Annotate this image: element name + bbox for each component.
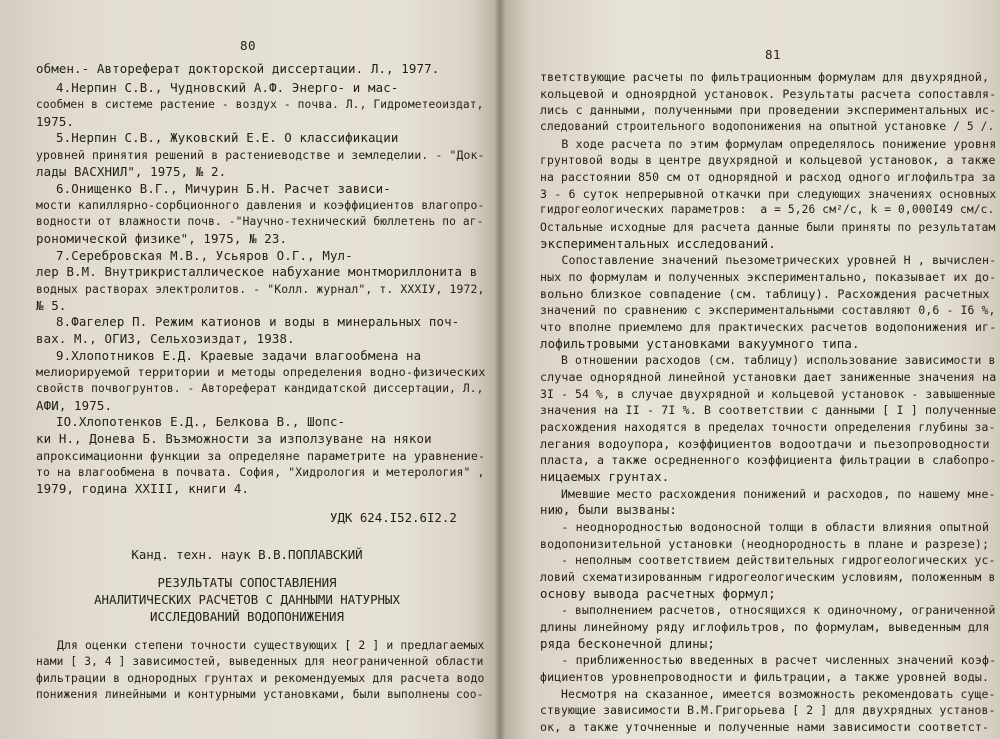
- reference-line: 4.Нерпин С.В., Чудновский А.Ф. Энерго- и мас-: [56, 80, 399, 95]
- reference-line: мелиорируемой территории и методы определения водно-физических: [36, 365, 486, 379]
- body-line: вольно близкое совпадение (см. таблицу). Расхождения расчетных: [540, 287, 990, 301]
- body-line: - приближенностью введенных в расчет численных значений коэф-: [540, 653, 997, 667]
- body-line: лись с данными, полученными при проведении экспериментальных ис-: [540, 103, 997, 117]
- body-line: длины линейному ряду иглофильтров, по формулам, выведенным для: [540, 620, 990, 634]
- reference-line: IO.Хлопотенков Е.Д., Белкова В., Шопс-: [56, 414, 346, 429]
- right-page: [506, 0, 1000, 739]
- body-line: 3 - 6 суток непрерывной откачки при следующих значениях основных: [540, 187, 997, 201]
- body-line: расхождения находятся в пределах точности определения глубины за-: [540, 420, 996, 434]
- reference-line: мости капиллярно-сорбционного давления и коэффициентов влагопро-: [36, 198, 485, 212]
- body-line: гидрогеологических параметров: a = 5,26 см²/с, k = 0,000I49 см/с.: [540, 203, 995, 216]
- body-line: на расстоянии 850 см от однорядной и расход одного иглофильтра за: [540, 170, 996, 184]
- body-line: Имевшие место расхождения понижений и расходов, по нашему мне-: [540, 487, 996, 501]
- body-line: кольцевой и одноярдной установок. Результаты расчета сопоставля-: [540, 87, 997, 101]
- reference-line: 9.Хлопотников Е.Д. Краевые задачи влагообмена на: [56, 348, 422, 363]
- reference-line: свойств почвогрунтов. - Автореферат кандидатской диссертации, Л.,: [36, 382, 484, 395]
- reference-line: водных растворах электролитов. - "Колл. журнал", т. XXXIУ, 1972,: [36, 282, 485, 296]
- article-title-line: АНАЛИТИЧЕСКИХ РАСЧЕТОВ С ДАННЫМИ НАТУРНЫХ: [94, 592, 400, 607]
- body-line: лофильтровыми установками вакуумного типа.: [540, 336, 860, 351]
- body-line: легания водоупора, коэффициентов водоотдачи и пьезопроводности: [540, 437, 990, 451]
- article-title-line: ИССЛЕДОВАНИЙ ВОДОПОНИЖЕНИЯ: [150, 609, 344, 624]
- body-line: следований строительного водопонижения на опытной установке / 5 /.: [540, 120, 995, 133]
- body-line: понижения линейными и контурными установками, были выполнены соо-: [36, 688, 484, 701]
- body-line: Для оценки степени точности существующих [ 2 ] и предлагаемых: [36, 638, 485, 652]
- body-line: грунтовой воды в центре двухрядной и кольцевой установок, а также: [540, 153, 996, 167]
- page-number: 80: [240, 38, 257, 53]
- article-title-line: РЕЗУЛЬТАТЫ СОПОСТАВЛЕНИЯ: [157, 575, 337, 590]
- body-line: фициентов уровнепроводности и фильтрации, а также уровней воды.: [540, 670, 990, 684]
- reference-line: 1979, година XXIII, книги 4.: [36, 481, 250, 496]
- body-line: Остальные исходные для расчета данные были приняты по результатам: [540, 220, 996, 234]
- body-line: ок, а также уточненные и полученные нами зависимости соответст-: [540, 720, 990, 734]
- reference-line: 7.Серебровская М.В., Усьяров О.Г., Мул-: [56, 248, 353, 263]
- body-line: В отношении расходов (см. таблицу) использование зависимости в: [540, 353, 996, 367]
- reference-line: 5.Нерпин С.В., Жуковский Е.Е. О классификации: [56, 130, 399, 145]
- reference-line: обмен.- Автореферат докторской диссертации. Л., 1977.: [36, 61, 440, 76]
- body-line: 3I - 54 %, в случае двухрядной и кольцевой установок - завышенные: [540, 387, 996, 401]
- author-line: Канд. техн. наук В.В.ПОПЛАВСКИЙ: [131, 547, 363, 562]
- reference-line: лер В.М. Внутрикристаллическое набухание монтмориллонита в: [36, 264, 478, 279]
- reference-line: сообмен в системе растение - воздух - почва. Л., Гидрометеоиздат,: [36, 98, 484, 111]
- reference-line: вах. М., ОГИЗ, Сельхозиздат, 1938.: [36, 331, 295, 346]
- body-line: ствующие зависимости В.М.Григорьева [ 2 ] для двухрядных установ-: [540, 703, 996, 717]
- page-number: 81: [765, 47, 782, 62]
- body-line: - выполнением расчетов, относящихся к одиночному, ограниченной: [540, 603, 996, 617]
- body-line: что вполне приемлемо для практических расчетов водопонижения иг-: [540, 320, 997, 334]
- reference-line: 8.Фагелер П. Режим катионов и воды в минеральных поч-: [56, 314, 460, 329]
- body-line: тветствующие расчеты по фильтрационным формулам для двухрядной,: [540, 70, 990, 84]
- body-line: фильтрации в однородных грунтах и рекомендуемых для расчета водо: [36, 671, 485, 685]
- reference-line: рономической физике", 1975, № 23.: [36, 231, 288, 246]
- reference-line: 6.Онищенко В.Г., Мичурин Б.Н. Расчет зависи-: [56, 181, 391, 196]
- reference-line: лады ВАСХНИЛ", 1975, № 2.: [36, 164, 227, 179]
- body-line: экспериментальных исследований.: [540, 236, 776, 251]
- reference-line: то на влагообмена в почвата. София, "Хидрология и метерология" ,: [36, 465, 485, 479]
- reference-line: уровней принятия решений в растениеводстве и земледелии. - "Док-: [36, 148, 485, 162]
- body-line: ницаемых грунтах.: [540, 469, 670, 484]
- body-line: - неполным соответствием действительных гидрогеологических ус-: [540, 553, 996, 567]
- body-line: пласта, а также осредненного коэффициента фильтрации в слабопро-: [540, 453, 997, 467]
- reference-line: апроксимационни функции за определяне параметрите на уравнение-: [36, 449, 486, 463]
- body-line: значения на II - 7I %. В соответствии с данными [ I ] полученные: [540, 403, 997, 417]
- left-page: [0, 0, 494, 739]
- body-line: ряда бесконечной длины;: [540, 636, 716, 651]
- udk-code: УДК 624.I52.6I2.2: [330, 510, 457, 525]
- reference-line: ки Н., Донева Б. Възможности за използуване на някои: [36, 431, 432, 446]
- body-line: нию, были вызваны:: [540, 502, 677, 517]
- body-line: нами [ 3, 4 ] зависимостей, выведенных для неограниченной области: [36, 655, 484, 668]
- body-line: водопонизительной установки (неоднородность в плане и разрезе);: [540, 537, 990, 551]
- reference-line: АФИ, 1975.: [36, 398, 113, 413]
- body-line: случае однорядной линейной установки дает заниженные значения на: [540, 370, 997, 384]
- reference-line: водности от влажности почв. -"Научно-технический бюллетень по аг-: [36, 215, 484, 228]
- reference-line: № 5.: [36, 298, 67, 313]
- body-line: - неоднородностью водоносной толщи в области влияния опытной: [540, 520, 990, 534]
- body-line: значений по сравнению с экспериментальными составляют 0,6 - I6 %,: [540, 303, 996, 317]
- body-line: ловий схематизированным гидрогеологическим условиям, положенным в: [540, 570, 996, 584]
- body-line: В ходе расчета по этим формулам определялось понижение уровня: [540, 137, 997, 151]
- body-line: Несмотря на сказанное, имеется возможность рекомендовать суще-: [540, 687, 996, 701]
- body-line: ных по формулам и полученных экспериментально, показывает их до-: [540, 270, 997, 284]
- reference-line: 1975.: [36, 114, 75, 129]
- body-line: Сопоставление значений пьезометрических уровней H , вычислен-: [540, 253, 997, 267]
- body-line: основу вывода расчетных формул;: [540, 586, 776, 601]
